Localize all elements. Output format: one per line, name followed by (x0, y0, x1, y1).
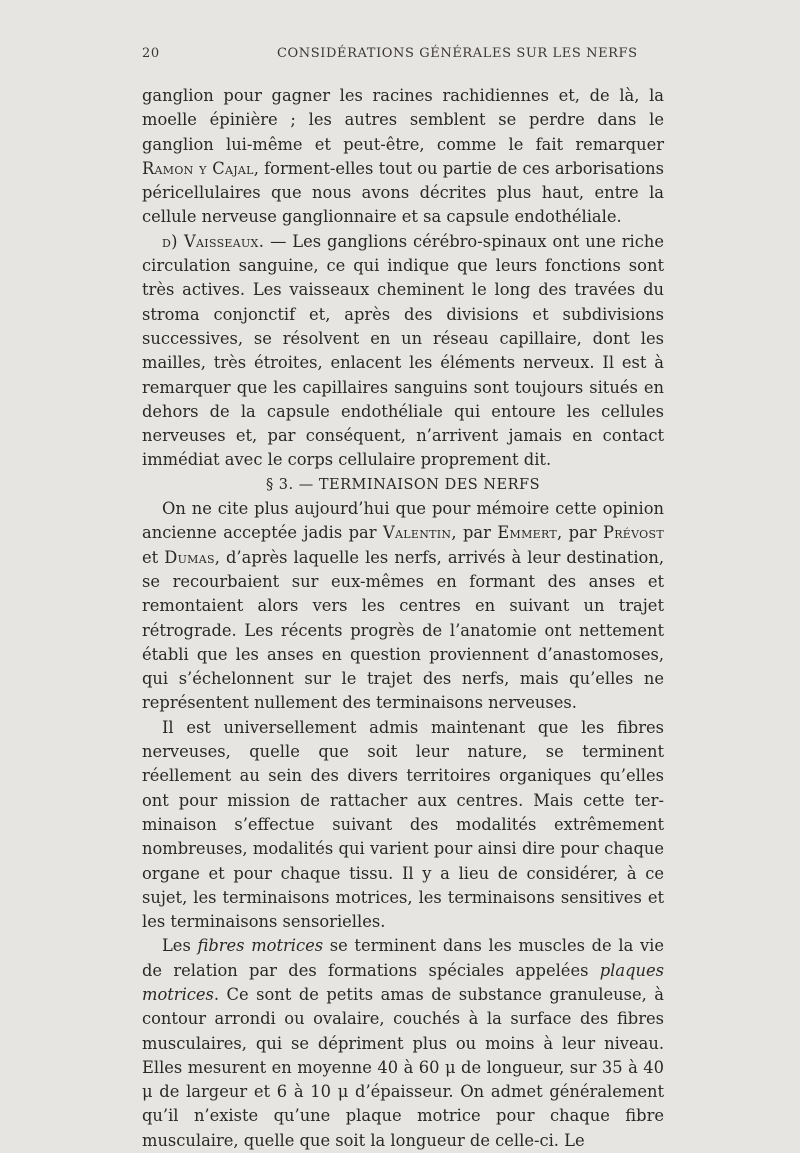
paragraph-3-text-c: , par (557, 523, 603, 543)
body-text (142, 84, 664, 1153)
paragraph-3 (142, 497, 664, 716)
author-ramon-y-cajal: Ramon y Cajal (142, 158, 254, 178)
author-prevost: Prévost (602, 523, 664, 543)
paragraph-3-text-b: , par (451, 523, 498, 543)
paragraph-5-text-b: se terminent dans les muscles de la vie de relation par des formations spéciales appelées (142, 936, 664, 980)
paragraph-5-text-c: . Ce sont de petits amas de substance granuleuse, à contour arrondi ou ovalaire, couchés à la surface des fibres musculaires, qui se dépriment plus ou moins à leur niveau. Elles mesurent en moyenne 40 à 60 μ de longueur, sur 35 à 40 μ de largeur et 6 à 10 μ d’épaisseur. On admet généralement qu’il n’existe qu’une plaque motrice pour chaque fibre musculaire, quelle que soit la longueur de celle-ci. Le (142, 984, 664, 1150)
paragraph-4: Il est universellement admis maintenant que les fibres nerveuses, quelle que soit leur nature, se terminent réellement au sein des divers territoires organiques qu’elles ont pour mission de rattacher aux centres. Mais cette terminaison s’effectue suivant des modalités extrêmement nombreuses, modalités qui varient pour ainsi dire pour chaque organe et pour chaque tissu. Il y a lieu de considérer, à ce sujet, les terminaisons motrices, les terminaisons sensitives et les terminaisons sensorielles. (142, 717, 664, 932)
paragraph-vaisseaux-text: — Les ganglions cérébro-spinaux ont une riche circulation sanguine, ce qui indique que leurs fonctions sont très actives. Les vaisseaux cheminent le long des travées du stroma conjonctif et, après des divisions et subdivisions successives, se résolvent en un réseau capillaire, dont les mailles, très étroites, enlacent les éléments nerveux. Il est à remarquer que les capillaires sanguins sont toujours situés en dehors de la capsule endothéliale qui entoure les cellules nerveuses et, par conséquent, n’arrivent jamais en contact immédiat avec le corps cellulaire proprement dit. (142, 231, 664, 470)
author-dumas: Dumas (164, 547, 215, 567)
paragraph-1 (142, 84, 664, 230)
running-title: CONSIDÉRATIONS GÉNÉRALES SUR LES NERFS (277, 46, 638, 61)
paragraph-1-text-a: ganglion pour gagner les racines rachidiennes et, de là, la moelle épinière ; les autres semblent se perdre dans le ganglion lui-même et peut-être, comme le fait remarquer (142, 86, 664, 154)
paragraph-3-text-a: On ne cite plus aujourd’hui que pour mémoire cette opinion ancienne acceptée jadis par (142, 499, 664, 543)
paragraph-vaisseaux (142, 230, 664, 473)
author-emmert: Emmert (497, 523, 557, 543)
term-plaques-motrices: plaques motrices (142, 960, 664, 1004)
paragraph-5-text-a: Les (162, 936, 198, 956)
section-heading: § 3. — TERMINAISON DES NERFS (265, 476, 541, 493)
term-fibres-motrices: fibres motrices (197, 936, 324, 956)
paragraph-3-text-d: et (142, 547, 165, 567)
running-head (142, 46, 664, 68)
paragraph-5 (142, 934, 664, 1153)
page-number: 20 (142, 46, 160, 61)
subsection-label-vaisseaux: d) Vaisseaux. (162, 231, 265, 251)
paragraph-3-text-e: , d’après laquelle les nerfs, arrivés à leur destination, se recourbaient sur eux-mêmes en formant des anses et remontaient alors vers les centres en suivant un trajet rétrograde. Les récents progrès de l’anatomie ont nettement établi que les anses en question proviennent d’anastomoses, qui s’échelonnent sur le trajet des nerfs, mais qu’elles ne représentent nullement des terminaisons nerveuses. (142, 547, 664, 713)
author-valentin: Valentin (382, 523, 452, 543)
paragraph-1-text-b: , forment-elles tout ou partie de ces arborisations péricellulaires que nous avons décrites plus haut, entre la cellule nerveuse ganglionnaire et sa capsule endothéliale. (142, 158, 664, 227)
